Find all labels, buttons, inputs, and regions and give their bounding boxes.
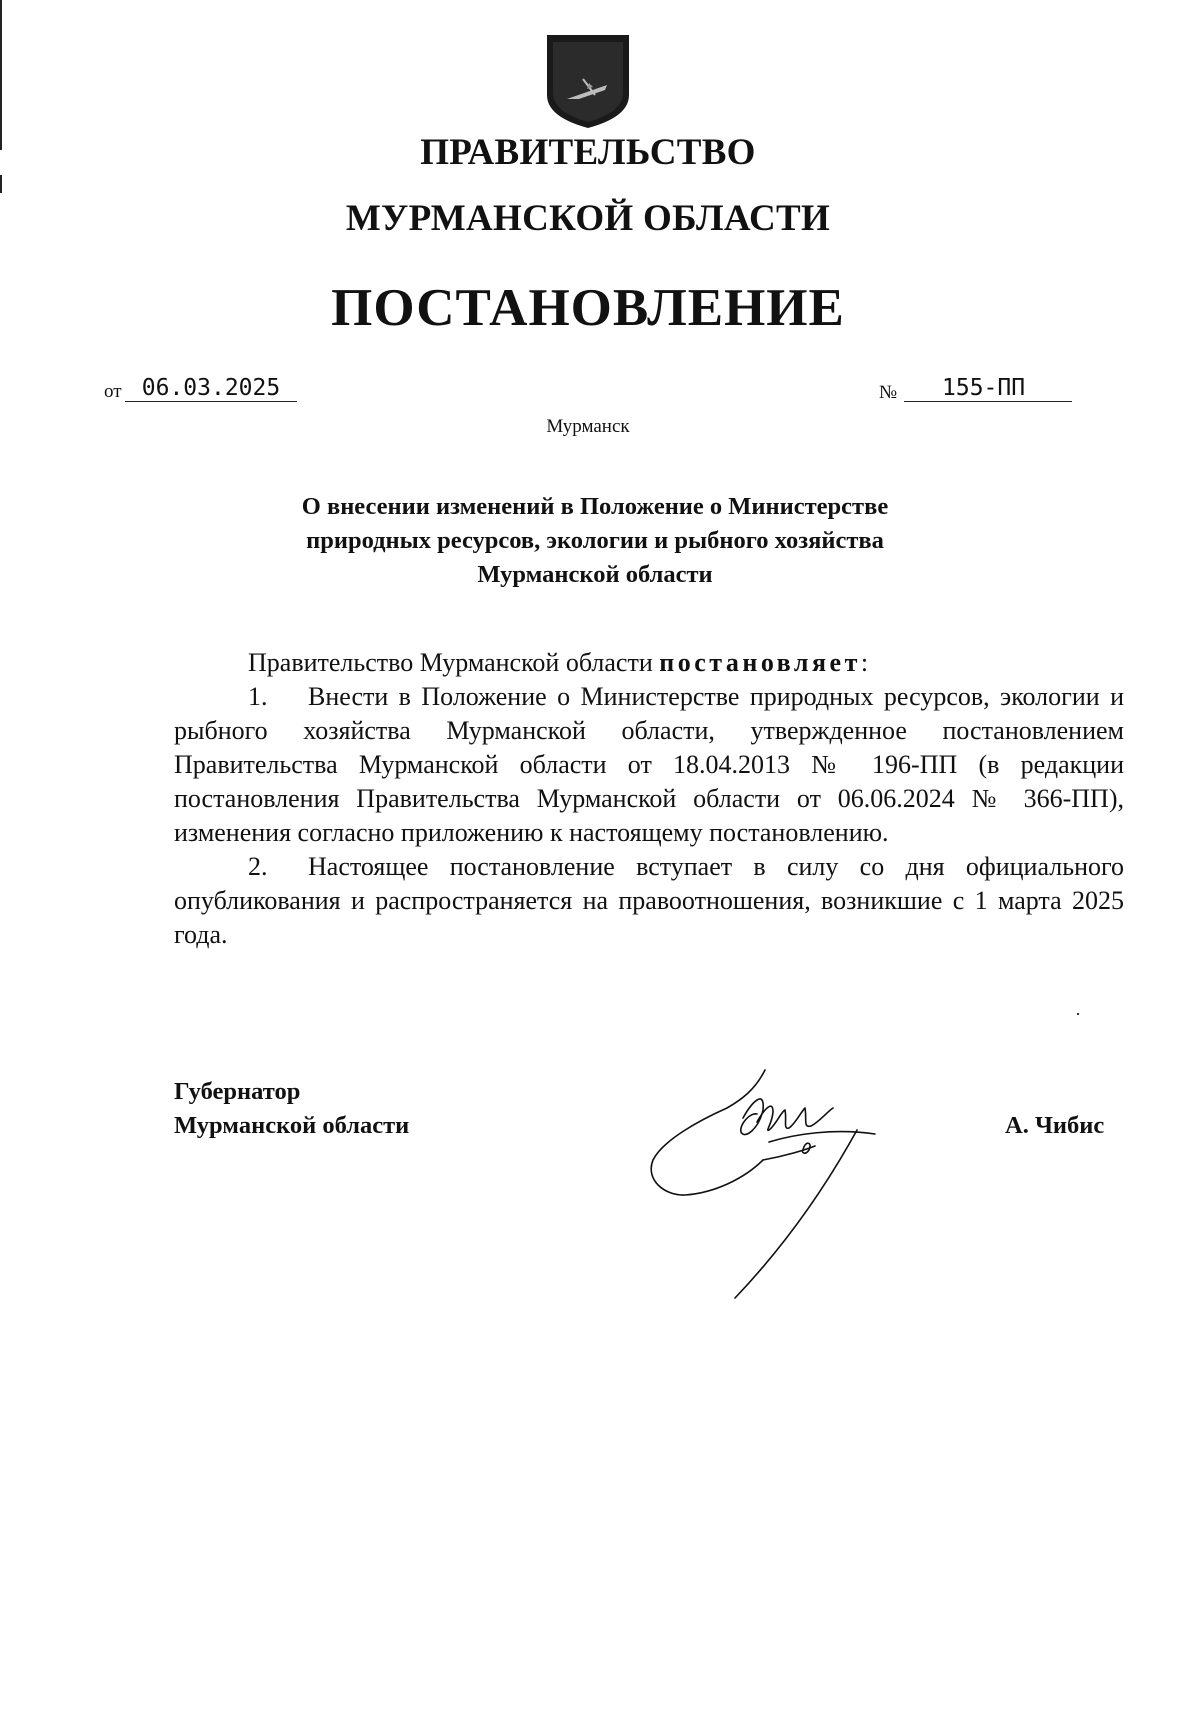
item-1-paragraph — [174, 680, 1124, 850]
document-type-title: ПОСТАНОВЛЕНИЕ — [331, 279, 845, 337]
signatory-title — [174, 1075, 409, 1143]
item-1-text: Внести в Положение о Министерстве природных ресурсов, экологии и рыбного хозяйства Мурманской области, утвержденное постановлением Правительства Мурманской области от 18.04.2013 № 196-ПП (в редакции постановления Правительства Мурманской области от 06.06.2024 № 366-ПП), изменения согласно приложению к настоящему постановлению. — [174, 682, 1124, 847]
intro-text: Правительство Мурманской области — [248, 648, 660, 677]
handwritten-signature — [645, 1060, 930, 1300]
date-prefix: от — [104, 381, 122, 402]
item-1-number: 1. — [248, 682, 268, 711]
signatory-name: А. Чибис — [1005, 1112, 1105, 1139]
subject-line: О внесении изменений в Положение о Министерстве — [301, 493, 889, 520]
coat-of-arms-emblem — [545, 33, 631, 130]
document-number: 155-ПП — [904, 375, 1072, 402]
document-subject — [230, 490, 960, 592]
document-body — [174, 646, 1124, 952]
signatory-title-line: Мурманской области — [174, 1112, 410, 1139]
subject-line: природных ресурсов, экологии и рыбного хозяйства — [306, 527, 884, 554]
intro-end: : — [860, 648, 869, 677]
subject-line: Мурманской области — [477, 561, 713, 588]
scan-edge-mark — [0, 175, 2, 193]
intro-paragraph — [174, 646, 1124, 680]
item-2-paragraph — [174, 850, 1124, 952]
resolution-verb: постановляет — [659, 648, 861, 677]
city-name: Мурманск — [546, 416, 630, 437]
scan-speck — [1077, 1013, 1079, 1015]
item-2-text: Настоящее постановление вступает в силу со дня официального опубликования и распространяется на правоотношения, возникшие с 1 марта 2025 года. — [174, 852, 1124, 949]
item-2-number: 2. — [248, 852, 268, 881]
organization-name-line-1: ПРАВИТЕЛЬСТВО — [420, 132, 756, 173]
signatory-title-line: Губернатор — [174, 1078, 301, 1105]
number-prefix: № — [879, 382, 898, 403]
organization-name-line-2: МУРМАНСКОЙ ОБЛАСТИ — [345, 198, 831, 239]
scan-edge-mark — [0, 0, 2, 150]
document-date: 06.03.2025 — [125, 375, 297, 402]
